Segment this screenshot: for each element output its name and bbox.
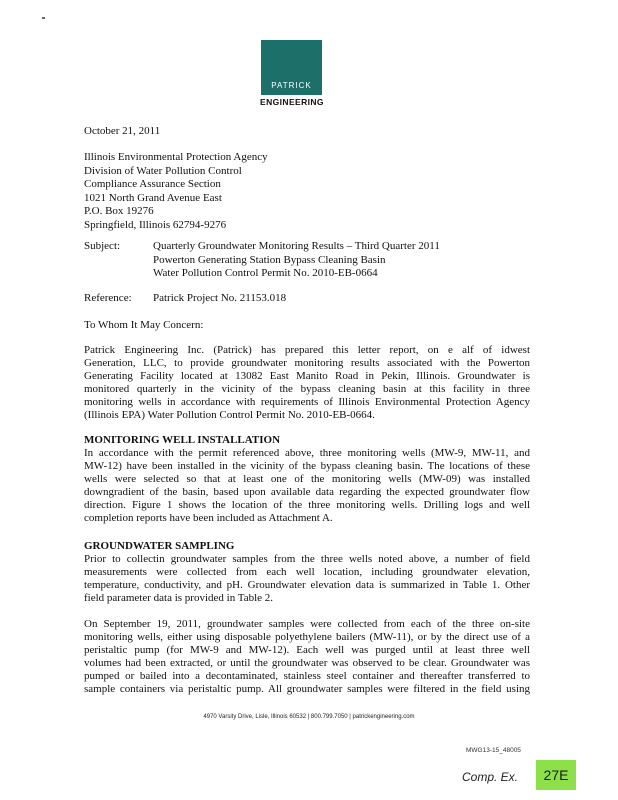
document-id: MWG13-15_48005 — [466, 747, 521, 754]
paragraph-line: temperature, conductivity, and pH. Groundwater elevation data is summarized in Table 1. Other — [84, 579, 530, 592]
reference-value: Patrick Project No. 21153.018 — [153, 292, 287, 304]
logo-name-line1: PATRICK — [271, 81, 312, 90]
monitoring-well-paragraph — [84, 447, 530, 526]
paragraph-line: peristaltic pump (for MW-9 and MW-12). Each well was purged until at least three well — [84, 644, 530, 657]
recipient-line: Springfield, Illinois 62794-9276 — [84, 218, 227, 231]
paragraph-line: Generation, LLC, to provide groundwater monitoring results associated with the Powerton — [84, 357, 530, 370]
exhibit-label: Comp. Ex. — [462, 770, 519, 784]
paragraph-line: monitoring wells, either using disposable polyethylene bailers (MW-11), or by the direct use of a — [84, 631, 530, 644]
paragraph-line: measurements were collected from each well location, including groundwater elevation, — [84, 566, 530, 579]
recipient-line: 1021 North Grand Avenue East — [84, 191, 222, 204]
letter-date: October 21, 2011 — [84, 125, 161, 137]
paragraph-line: sample containers via peristaltic pump. All groundwater samples were filtered in the field using — [84, 683, 530, 696]
subject-line: Powerton Generating Station Bypass Cleaning Basin — [153, 253, 386, 266]
section-heading-groundwater-sampling: GROUNDWATER SAMPLING — [84, 540, 235, 552]
logo-name-line2: ENGINEERING — [260, 97, 324, 107]
paragraph-line: monitored quarterly in the vicinity of the bypass cleaning basin at this facility in three — [84, 383, 530, 396]
paragraph-line: direction. Figure 1 shows the location of the three monitoring wells. Drilling logs and well — [84, 499, 530, 512]
paragraph-line: downgradient of the basin, based upon available data regarding the expected groundwater flow — [84, 486, 530, 499]
paragraph-line: monitoring wells in accordance with requirements of Illinois Environmental Protection Agency — [84, 396, 530, 409]
reference-label: Reference: — [84, 292, 132, 304]
paragraph-line: (Illinois EPA) Water Pollution Control Permit No. 2010-EB-0664. — [84, 409, 375, 422]
subject-line: Water Pollution Control Permit No. 2010-EB-0664 — [153, 267, 378, 279]
scan-mark — [42, 17, 45, 19]
paragraph-line: Generating Facility located at 13082 East Manito Road in Pekin, Illinois. Groundwater is — [84, 370, 530, 383]
paragraph-line: field parameter data is provided in Table 2. — [84, 592, 274, 605]
paragraph-line: In accordance with the permit referenced above, three monitoring wells (MW-9, MW-11, and — [84, 447, 530, 459]
recipient-line: P.O. Box 19276 — [84, 205, 154, 217]
recipient-line: Compliance Assurance Section — [84, 178, 221, 190]
page-footer: 4970 Varsity Drive, Lisle, Illinois 60532 | 800.799.7050 | patrickengineering.com — [203, 714, 415, 720]
subject-line: Quarterly Groundwater Monitoring Results – Third Quarter 2011 — [153, 240, 440, 252]
paragraph-line: wells were selected so that at least one of the monitoring wells (MW-09) was installed — [84, 473, 530, 486]
paragraph-line: On September 19, 2011, groundwater samples were collected from each of the three on-site — [84, 618, 530, 630]
paragraph-line: volumes had been extracted, or until the groundwater was observed to be clear. Groundwater was — [84, 657, 530, 670]
subject-label: Subject: — [84, 240, 121, 252]
paragraph-line: completion reports have been included as Attachment A. — [84, 512, 333, 525]
recipient-line: Illinois Environmental Protection Agency — [84, 151, 268, 163]
groundwater-sampling-paragraph — [84, 553, 530, 605]
section-heading-monitoring-well: MONITORING WELL INSTALLATION — [84, 434, 281, 446]
intro-paragraph — [84, 344, 530, 423]
paragraph-line: Prior to collectin groundwater samples from the three wells noted above, a number of field — [84, 553, 530, 565]
recipient-line: Division of Water Pollution Control — [84, 164, 242, 177]
exhibit-sticker: 27E — [536, 760, 576, 790]
paragraph-line: Patrick Engineering Inc. (Patrick) has prepared this letter report, on e alf of idwest — [84, 344, 530, 356]
paragraph-line: pumped or bailed into a decontaminated, stainless steel container and thereafter transferred to — [84, 670, 530, 683]
salutation: To Whom It May Concern: — [84, 319, 204, 331]
sampling-procedure-paragraph — [84, 618, 530, 697]
paragraph-line: MW-12) have been installed in the vicinity of the bypass cleaning basin. The locations of these — [84, 460, 530, 473]
